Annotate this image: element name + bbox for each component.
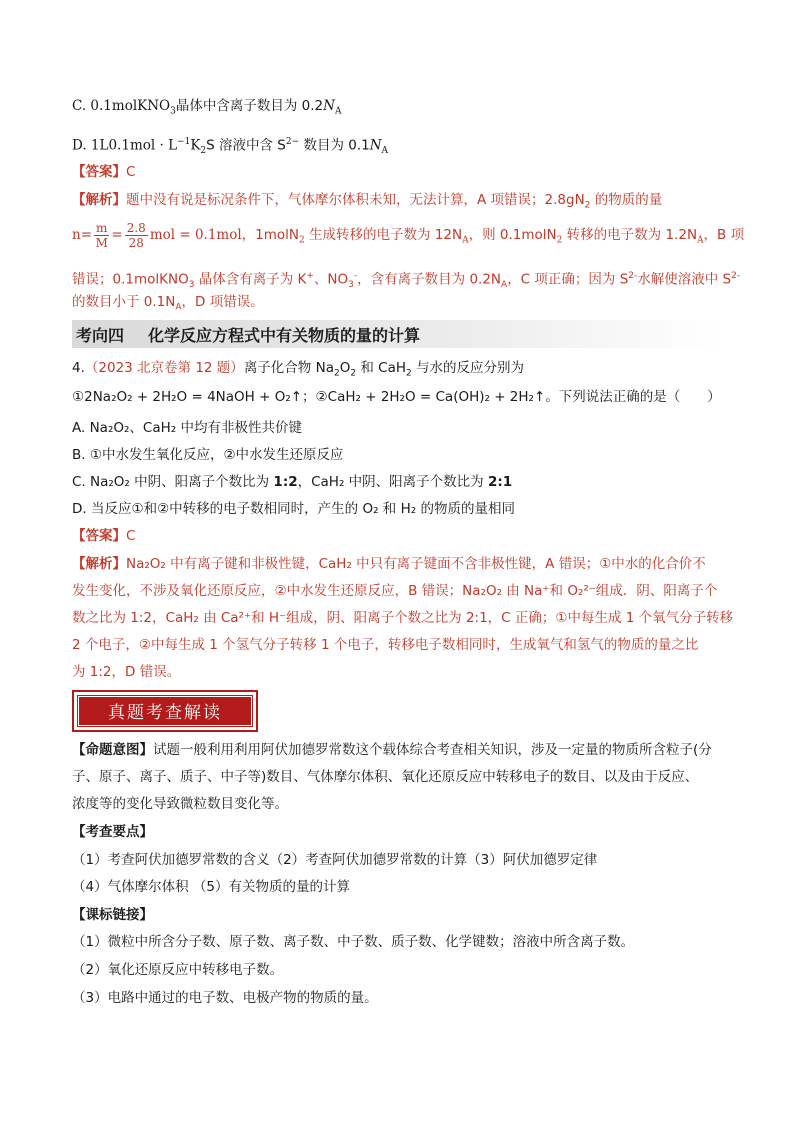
q4-option-c: C. Na₂O₂ 中阴、阳离子个数比为 1:2，CaH₂ 中阴、阳离子个数比为 2:1 <box>72 474 513 490</box>
q3-analysis-line-4: 的数目小于 $0.1N_A$，D 项错误。 <box>72 294 264 313</box>
q3-answer: 【答案】C <box>72 164 136 180</box>
intent-line-1: 【命题意图】试题一般利用利用阿伏加德罗常数这个载体综合考查相关知识，涉及一定量的物质所含粒子(分 <box>72 742 712 758</box>
points-label: 【考查要点】 <box>72 824 153 840</box>
links-line-2: （2）氧化还原反应中转移电子数。 <box>72 962 284 978</box>
points-line-2: （4）气体摩尔体积 （5）有关物质的量的计算 <box>72 879 350 895</box>
q3-analysis-line-2: n= $\frac{m}{M}$ = $\frac{2.8}{28}$ mol = 0.1mol，1molN$_2$ 生成转移的电子数为 $12N_A$，则 0.1molN$_2$ 转移的电子数为 $1.2N_A$，B 项 <box>72 221 745 250</box>
q4-analysis-line-1: 【解析】Na₂O₂ 中有离子键和非极性键，CaH₂ 中只有离子键面不含非极性键，A 错误；①中水的化合价不 <box>72 556 706 572</box>
links-line-1: （1）微粒中所含分子数、原子数、离子数、中子数、质子数、化学键数；溶液中所含离子数。 <box>72 934 635 950</box>
q3-option-d: D. $1L0.1mol \cdot L^{-1}K_2S$ 溶液中含 $S^{2-}$ 数目为 $0.1N_A$ <box>72 137 389 157</box>
q4-analysis-line-3: 数之比为 1:2，CaH₂ 由 Ca²⁺和 H⁻组成，阴、阳离子个数之比为 2:1，C 正确；①中每生成 1 个氧气分子转移 <box>72 610 734 626</box>
q4-stem: 4.（2023 北京卷第 12 题）离子化合物 $Na_2O_2$ 和 CaH$_2$ 与水的反应分别为 <box>72 360 525 379</box>
q3-analysis-line-1: 【解析】题中没有说是标况条件下，气体摩尔体积未知，无法计算，A 项错误；$2.8gN_2$ 的物质的量 <box>72 192 663 211</box>
section-banner <box>72 690 258 732</box>
q4-option-a: A. Na₂O₂、CaH₂ 中均有非极性共价键 <box>72 420 302 436</box>
q4-source: （2023 北京卷第 12 题） <box>84 360 244 376</box>
q4-answer: 【答案】C <box>72 528 136 544</box>
q4-option-d: D. 当反应①和②中转移的电子数相同时，产生的 O₂ 和 H₂ 的物质的量相同 <box>72 501 515 517</box>
section-heading <box>72 320 722 348</box>
fraction-2.8-over-28: $\frac{2.8}{28}$ <box>126 221 146 250</box>
links-line-3: （3）电路中通过的电子数、电极产物的物质的量。 <box>72 990 378 1006</box>
section-label: 考向四 <box>76 326 125 345</box>
links-label: 【课标链接】 <box>72 907 153 923</box>
q4-analysis-line-5: 为 1:2，D 错误。 <box>72 664 181 680</box>
fraction-m-over-M: $\frac{m}{M}$ <box>95 221 108 250</box>
q4-equations: ①2Na₂O₂ + 2H₂O = 4NaOH + O₂↑；②CaH₂ + 2H₂O = Ca(OH)₂ + 2H₂↑。下列说法正确的是（ ） <box>72 389 721 405</box>
q3-option-c: C. 0.1molKNO$_3$晶体中含离子数目为 $0.2N_A$ <box>72 98 342 117</box>
q4-analysis-line-4: 2 个电子，②中每生成 1 个氢气分子转移 1 个电子，转移电子数相同时，生成氧气和氢气的物质的量之比 <box>72 637 699 653</box>
intent-line-2: 子、原子、离子、质子、中子等)数目、气体摩尔体积、氧化还原反应中转移电子的数目、以及由于反应、 <box>72 769 699 785</box>
q4-option-b: B. ①中水发生氧化反应，②中水发生还原反应 <box>72 447 344 463</box>
banner-title: 真题考查解读 <box>108 703 222 723</box>
intent-line-3: 浓度等的变化导致微粒数目变化等。 <box>72 796 288 812</box>
points-line-1: （1）考查阿伏加德罗常数的含义（2）考查阿伏加德罗常数的计算（3）阿伏加德罗定律 <box>72 852 598 868</box>
section-title: 化学反应方程式中有关物质的量的计算 <box>148 326 421 345</box>
q4-analysis-line-2: 发生变化，不涉及氧化还原反应，②中水发生还原反应，B 错误；Na₂O₂ 由 Na⁺和 O₂²⁻组成．阴、阳离子个 <box>72 583 718 599</box>
q3-analysis-line-3: 错误；0.1molKNO$_3$ 晶体含有离子为 K+、$NO_3^-$，含有离子数目为 $0.2N_A$，C 项正确；因为 $S^{2-}$水解使溶液中 $S^{2-}$ <box>72 271 741 291</box>
